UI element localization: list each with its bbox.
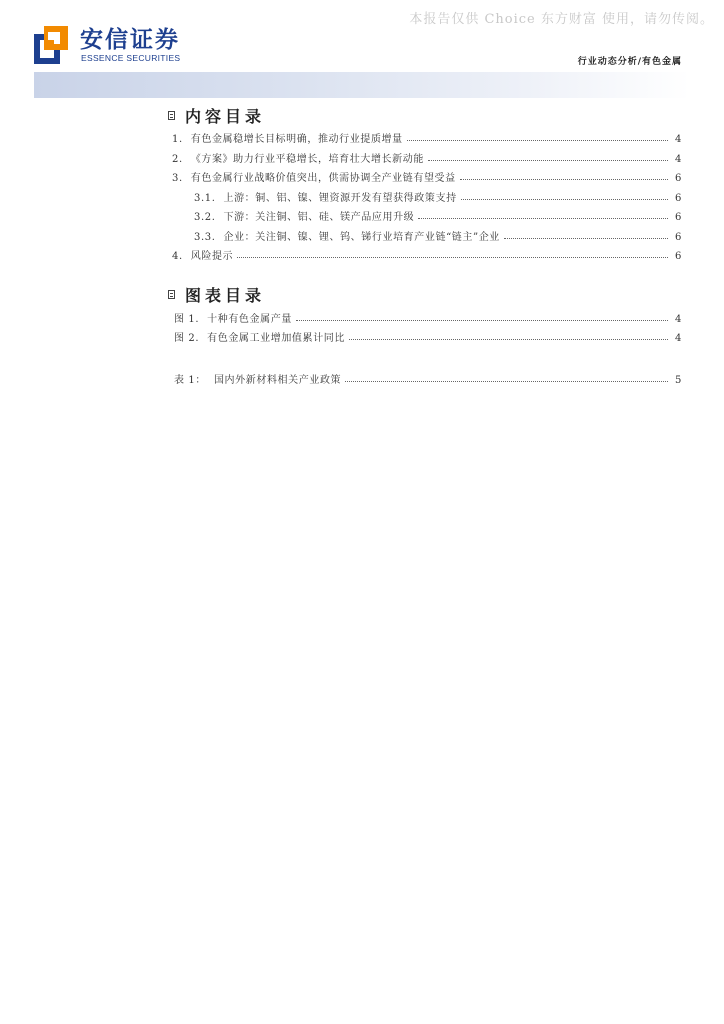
toc-entry-page: 6 — [675, 193, 682, 204]
toc-subentry[interactable] — [194, 208, 682, 223]
logo-text-en: ESSENCE SECURITIES — [81, 53, 181, 63]
toc-entry-text: 上游：铜、铝、镍、锂资源开发有望获得政策支持 — [223, 193, 457, 204]
toc-entry-page: 6 — [675, 173, 682, 184]
toc-entry[interactable] — [172, 169, 682, 184]
toc-entry[interactable] — [172, 247, 682, 262]
table-entry[interactable] — [174, 371, 682, 386]
table-entry-page: 5 — [675, 375, 682, 386]
toc-dot-leader — [296, 320, 668, 321]
toc-entry-page: 6 — [675, 232, 682, 243]
toc-entry-page: 6 — [675, 212, 682, 223]
contents-title: 内容目录 — [185, 107, 266, 126]
figure-entry-number: 图 1. — [174, 314, 200, 325]
toc-dot-leader — [349, 339, 668, 340]
toc-dot-leader — [418, 218, 668, 219]
toc-dot-leader — [461, 199, 668, 200]
toc-entry-page: 4 — [675, 154, 682, 165]
toc-entry[interactable] — [172, 150, 682, 165]
figures-heading — [168, 283, 265, 306]
watermark: 本报告仅供 Choice 东方财富 使用，请勿传阅。 — [409, 12, 714, 27]
toc-entry-page: 4 — [675, 134, 682, 145]
logo-text-cn: 安信证券 — [80, 27, 180, 53]
report-category: 行业动态分析/有色金属 — [577, 57, 682, 67]
toc-entry-number: 2. — [172, 154, 183, 165]
toc-entry-text: 《方案》助力行业平稳增长，培育壮大增长新动能 — [190, 154, 424, 165]
toc-entry-number: 3. — [172, 173, 183, 184]
header-bar — [34, 72, 690, 98]
toc-dot-leader — [237, 257, 668, 258]
figure-entry-page: 4 — [675, 333, 682, 344]
figure-entry-text: 有色金属工业增加值累计同比 — [207, 333, 345, 344]
toc-entry-number: 4. — [172, 251, 183, 262]
toc-dot-leader — [504, 238, 668, 239]
toc-subentry[interactable] — [194, 189, 682, 204]
figure-entry[interactable] — [174, 329, 682, 344]
toc-subentry[interactable] — [194, 228, 682, 243]
toc-entry-page: 6 — [675, 251, 682, 262]
toc-entry-text: 下游：关注铜、铝、硅、镁产品应用升级 — [223, 212, 415, 223]
toc-dot-leader — [407, 140, 668, 141]
figure-entry[interactable] — [174, 310, 682, 325]
figure-entry-text: 十种有色金属产量 — [207, 314, 292, 325]
toc-entry-number: 3.2. — [194, 212, 216, 223]
toc-entry-number: 3.1. — [194, 193, 216, 204]
document-icon — [168, 290, 175, 299]
table-entry-text: 国内外新材料相关产业政策 — [213, 375, 342, 386]
toc-entry-text: 企业：关注铜、镍、锂、钨、锑行业培育产业链“链主”企业 — [223, 232, 500, 243]
toc-entry-number: 3.3. — [194, 232, 216, 243]
toc-entry-text: 风险提示 — [190, 251, 234, 262]
toc-dot-leader — [345, 381, 668, 382]
figures-title: 图表目录 — [185, 286, 266, 305]
toc-entry-text: 有色金属行业战略价值突出，供需协调全产业链有望受益 — [190, 173, 456, 184]
figure-entry-page: 4 — [675, 314, 682, 325]
toc-dot-leader — [428, 160, 668, 161]
contents-heading — [168, 104, 265, 127]
table-entry-number: 表 1： — [174, 375, 206, 386]
toc-dot-leader — [460, 179, 668, 180]
figure-entry-number: 图 2. — [174, 333, 200, 344]
toc-entry-number: 1. — [172, 134, 183, 145]
toc-entry[interactable] — [172, 130, 682, 145]
company-logo — [34, 26, 194, 66]
logo-mark-icon — [34, 26, 68, 64]
toc-entry-text: 有色金属稳增长目标明确，推动行业提质增量 — [190, 134, 403, 145]
document-icon — [168, 111, 175, 120]
